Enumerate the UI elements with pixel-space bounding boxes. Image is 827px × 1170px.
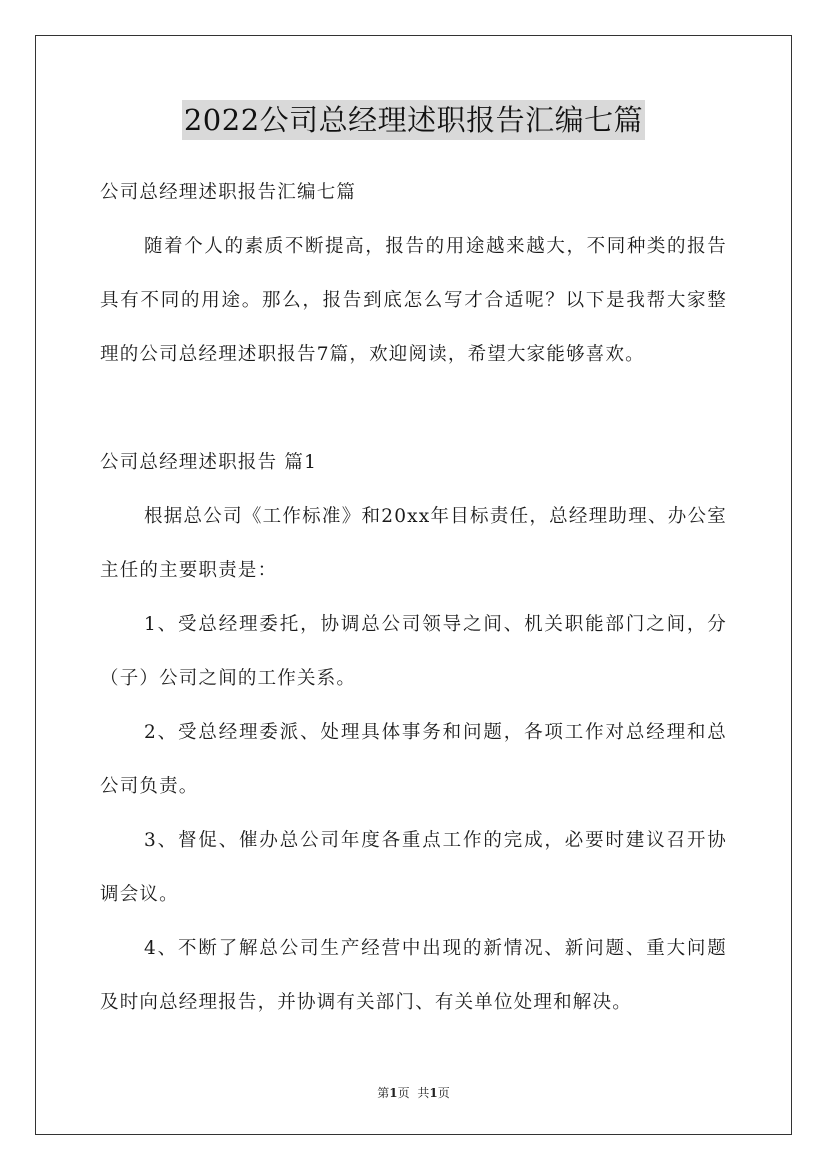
paragraph-2: 1、受总经理委托，协调总公司领导之间、机关职能部门之间，分（子）公司之间的工作关系。 bbox=[100, 614, 727, 689]
section-heading: 公司总经理述职报告 篇1 bbox=[100, 452, 318, 473]
total-prefix: 共 bbox=[417, 1086, 430, 1100]
page-number: 1 bbox=[389, 1086, 398, 1100]
paragraph-3: 2、受总经理委派、处理具体事务和问题，各项工作对总经理和总公司负责。 bbox=[100, 722, 727, 797]
document-title: 2022公司总经理述职报告汇编七篇 bbox=[182, 100, 645, 140]
document-body-section bbox=[100, 436, 727, 1030]
paragraph-5: 4、不断了解总公司生产经营中出现的新情况、新问题、重大问题及时向总经理报告，并协调有关部门、有关单位处理和解决。 bbox=[100, 938, 727, 1013]
document-body-top bbox=[100, 166, 727, 382]
title-container bbox=[0, 100, 827, 140]
paragraph-4: 3、督促、催办总公司年度各重点工作的完成，必要时建议召开协调会议。 bbox=[100, 830, 727, 905]
page-suffix: 页 bbox=[397, 1086, 410, 1100]
intro-paragraph: 随着个人的素质不断提高，报告的用途越来越大，不同种类的报告具有不同的用途。那么，报告到底怎么写才合适呢？以下是我帮大家整理的公司总经理述职报告7篇，欢迎阅读，希望大家能够喜欢。 bbox=[100, 236, 727, 365]
total-suffix: 页 bbox=[437, 1086, 450, 1100]
paragraph-1: 根据总公司《工作标准》和20xx年目标责任，总经理助理、办公室主任的主要职责是： bbox=[100, 506, 727, 581]
page-prefix: 第 bbox=[377, 1086, 390, 1100]
total-pages: 1 bbox=[429, 1086, 438, 1100]
page-footer bbox=[0, 1084, 827, 1101]
document-subtitle: 公司总经理述职报告汇编七篇 bbox=[100, 182, 357, 203]
